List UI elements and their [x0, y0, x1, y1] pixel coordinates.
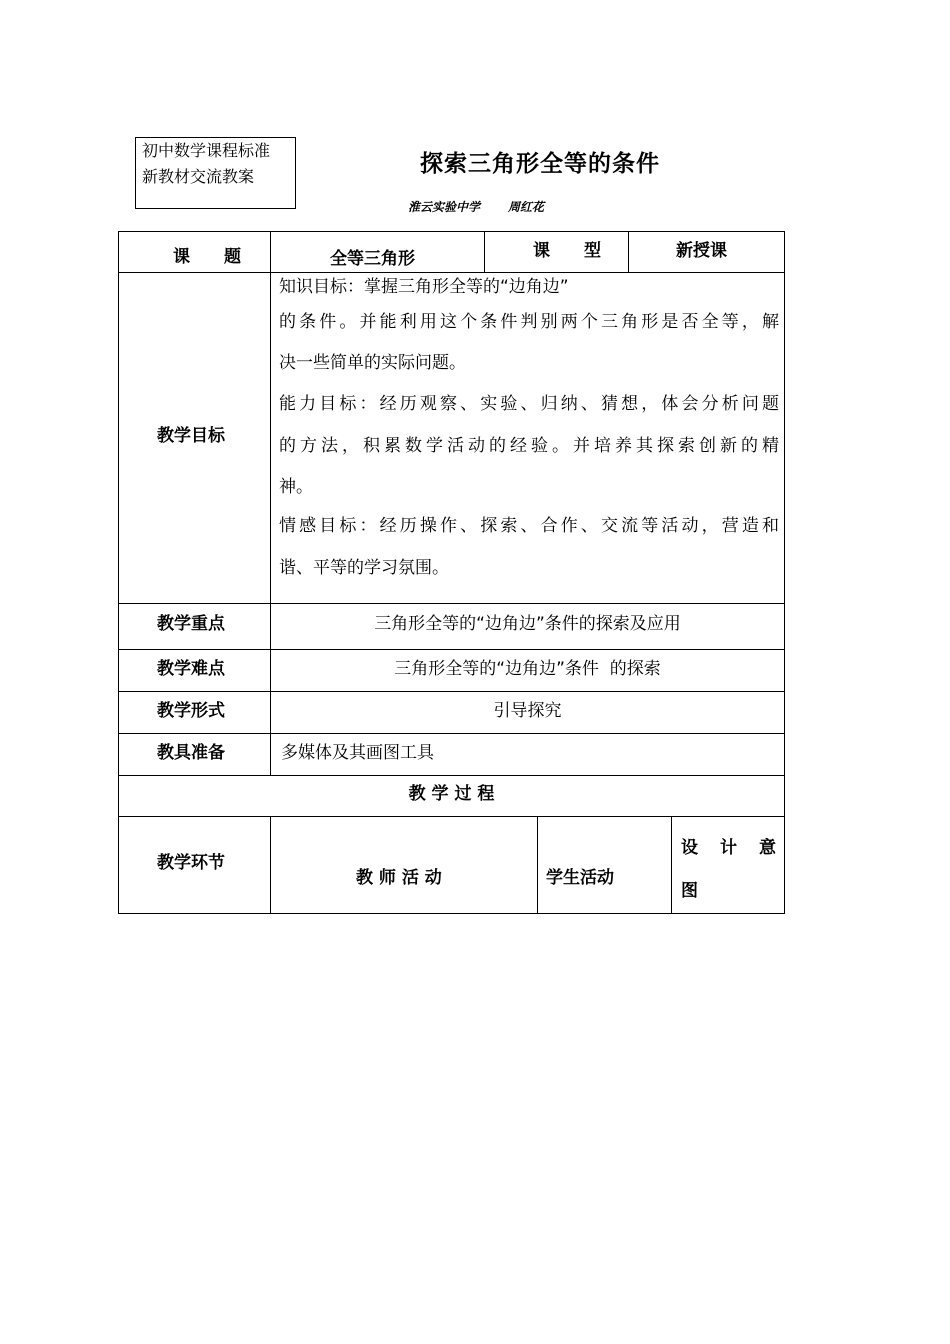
- topic-value: 全等三角形: [330, 249, 415, 269]
- table-border-top: [118, 231, 785, 232]
- difficulty-value: 三角形全等的“边角边”条件 的探索: [394, 659, 661, 679]
- table-rule: [118, 649, 785, 650]
- topic-label: 课 题: [173, 247, 241, 267]
- table-rule: [537, 816, 538, 914]
- col-student-header: 学生活动: [546, 868, 614, 888]
- col-teacher-header: 教 师 活 动: [356, 868, 442, 888]
- objectives-text: [279, 274, 779, 590]
- table-rule: [270, 816, 271, 914]
- form-label: 教学形式: [157, 701, 225, 721]
- form-value: 引导探究: [493, 701, 562, 721]
- table-rule: [628, 231, 629, 273]
- table-border-bottom: [118, 913, 785, 914]
- byline: [408, 198, 544, 215]
- objective-line: 情感目标：经历操作、探索、合作、交流等活动，营造和: [279, 516, 779, 536]
- table-border-left: [118, 231, 119, 914]
- table-rule: [118, 733, 785, 734]
- table-rule: [118, 691, 785, 692]
- difficulty-label: 教学难点: [157, 659, 225, 679]
- key-point-value: 三角形全等的“边角边”条件的探索及应用: [374, 614, 681, 634]
- type-label: 课 型: [533, 241, 601, 261]
- objectives-label: 教学目标: [157, 426, 225, 446]
- tools-label: 教具准备: [157, 743, 225, 763]
- objective-line: 的条件。并能利用这个条件判别两个三角形是否全等，解: [279, 312, 779, 332]
- table-border-right: [784, 231, 785, 914]
- objective-line: 能力目标：经历观察、实验、归纳、猜想，体会分析问题: [279, 394, 779, 414]
- objective-line: 神。: [279, 477, 313, 497]
- table-rule: [484, 231, 485, 273]
- table-rule: [118, 272, 785, 273]
- objective-line: 的方法，积累数学活动的经验。并培养其探索创新的精: [279, 436, 779, 456]
- school-name: 淮云实验中学: [408, 200, 481, 214]
- table-rule: [118, 775, 785, 776]
- document-title: 探索三角形全等的条件: [420, 151, 660, 177]
- process-heading: 教 学 过 程: [408, 784, 495, 804]
- objective-line: 谐、平等的学习氛围。: [279, 558, 449, 578]
- document-tag-box: [135, 137, 296, 209]
- author-name: 周红花: [508, 200, 545, 214]
- key-point-label: 教学重点: [157, 614, 225, 634]
- tools-value: 多媒体及其画图工具: [281, 743, 434, 763]
- table-rule: [118, 816, 785, 817]
- col-design-header-line2: 图: [681, 881, 698, 901]
- type-value: 新授课: [676, 241, 727, 261]
- table-rule: [270, 231, 271, 776]
- table-rule: [671, 816, 672, 914]
- tag-line-2: 新教材交流教案: [142, 167, 255, 186]
- col-design-header-line1: 设 计 意: [681, 838, 776, 858]
- col-stage-header: 教学环节: [157, 853, 225, 873]
- tag-line-1: 初中数学课程标准: [142, 141, 271, 160]
- table-rule: [118, 603, 785, 604]
- objective-line: 决一些简单的实际问题。: [279, 353, 466, 373]
- objective-line: 知识目标：掌握三角形全等的“边角边”: [279, 277, 569, 297]
